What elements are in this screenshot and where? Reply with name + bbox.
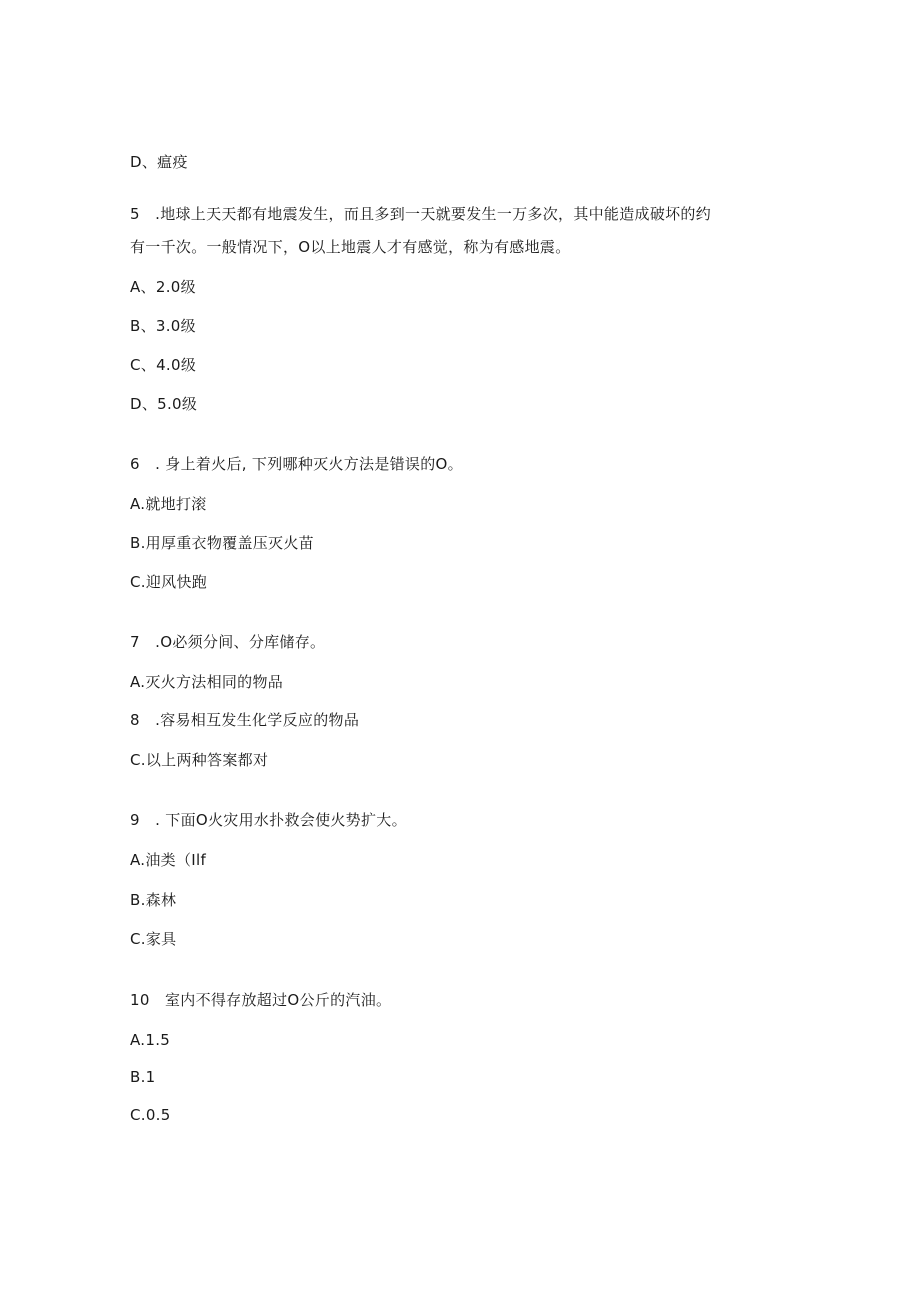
q5-question-line-1: 5 .地球上天天都有地震发生，而且多到一天就要发生一万多次，其中能造成破坏的约 [130, 205, 712, 223]
q5-option-a: A、2.0级 [130, 278, 196, 296]
q10-option-b: B.1 [130, 1068, 156, 1086]
q9-option-c: C.家具 [130, 930, 177, 948]
q5-question-line-2: 有一千次。一般情况下，O以上地震人才有感觉，称为有感地震。 [130, 238, 571, 256]
q5-option-d: D、5.0级 [130, 395, 198, 413]
q10-question: 10 室内不得存放超过O公斤的汽油。 [130, 991, 392, 1009]
q7-option-c: C.以上两种答案都对 [130, 751, 269, 769]
q9-question: 9 . 下面O火灾用水扑救会使火势扩大。 [130, 811, 407, 829]
q6-option-c: C.迎风快跑 [130, 573, 208, 591]
q5-option-c: C、4.0级 [130, 356, 197, 374]
q6-option-b: B.用厚重衣物覆盖压灭火苗 [130, 534, 314, 552]
q10-option-c: C.0.5 [130, 1106, 171, 1124]
q5-option-b: B、3.0级 [130, 317, 196, 335]
q7-option-b: 8 .容易相互发生化学反应的物品 [130, 711, 360, 729]
q6-question: 6 . 身上着火后, 下列哪种灭火方法是错误的O。 [130, 455, 463, 473]
q4-option-d: D、瘟疫 [130, 153, 188, 171]
q6-option-a: A.就地打滚 [130, 495, 207, 513]
q7-option-a: A.灭火方法相同的物品 [130, 673, 284, 691]
q7-question: 7 .O必须分间、分库储存。 [130, 633, 326, 651]
q9-option-a: A.油类（Ilf [130, 851, 207, 869]
q10-option-a: A.1.5 [130, 1031, 171, 1049]
q9-option-b: B.森林 [130, 891, 177, 909]
